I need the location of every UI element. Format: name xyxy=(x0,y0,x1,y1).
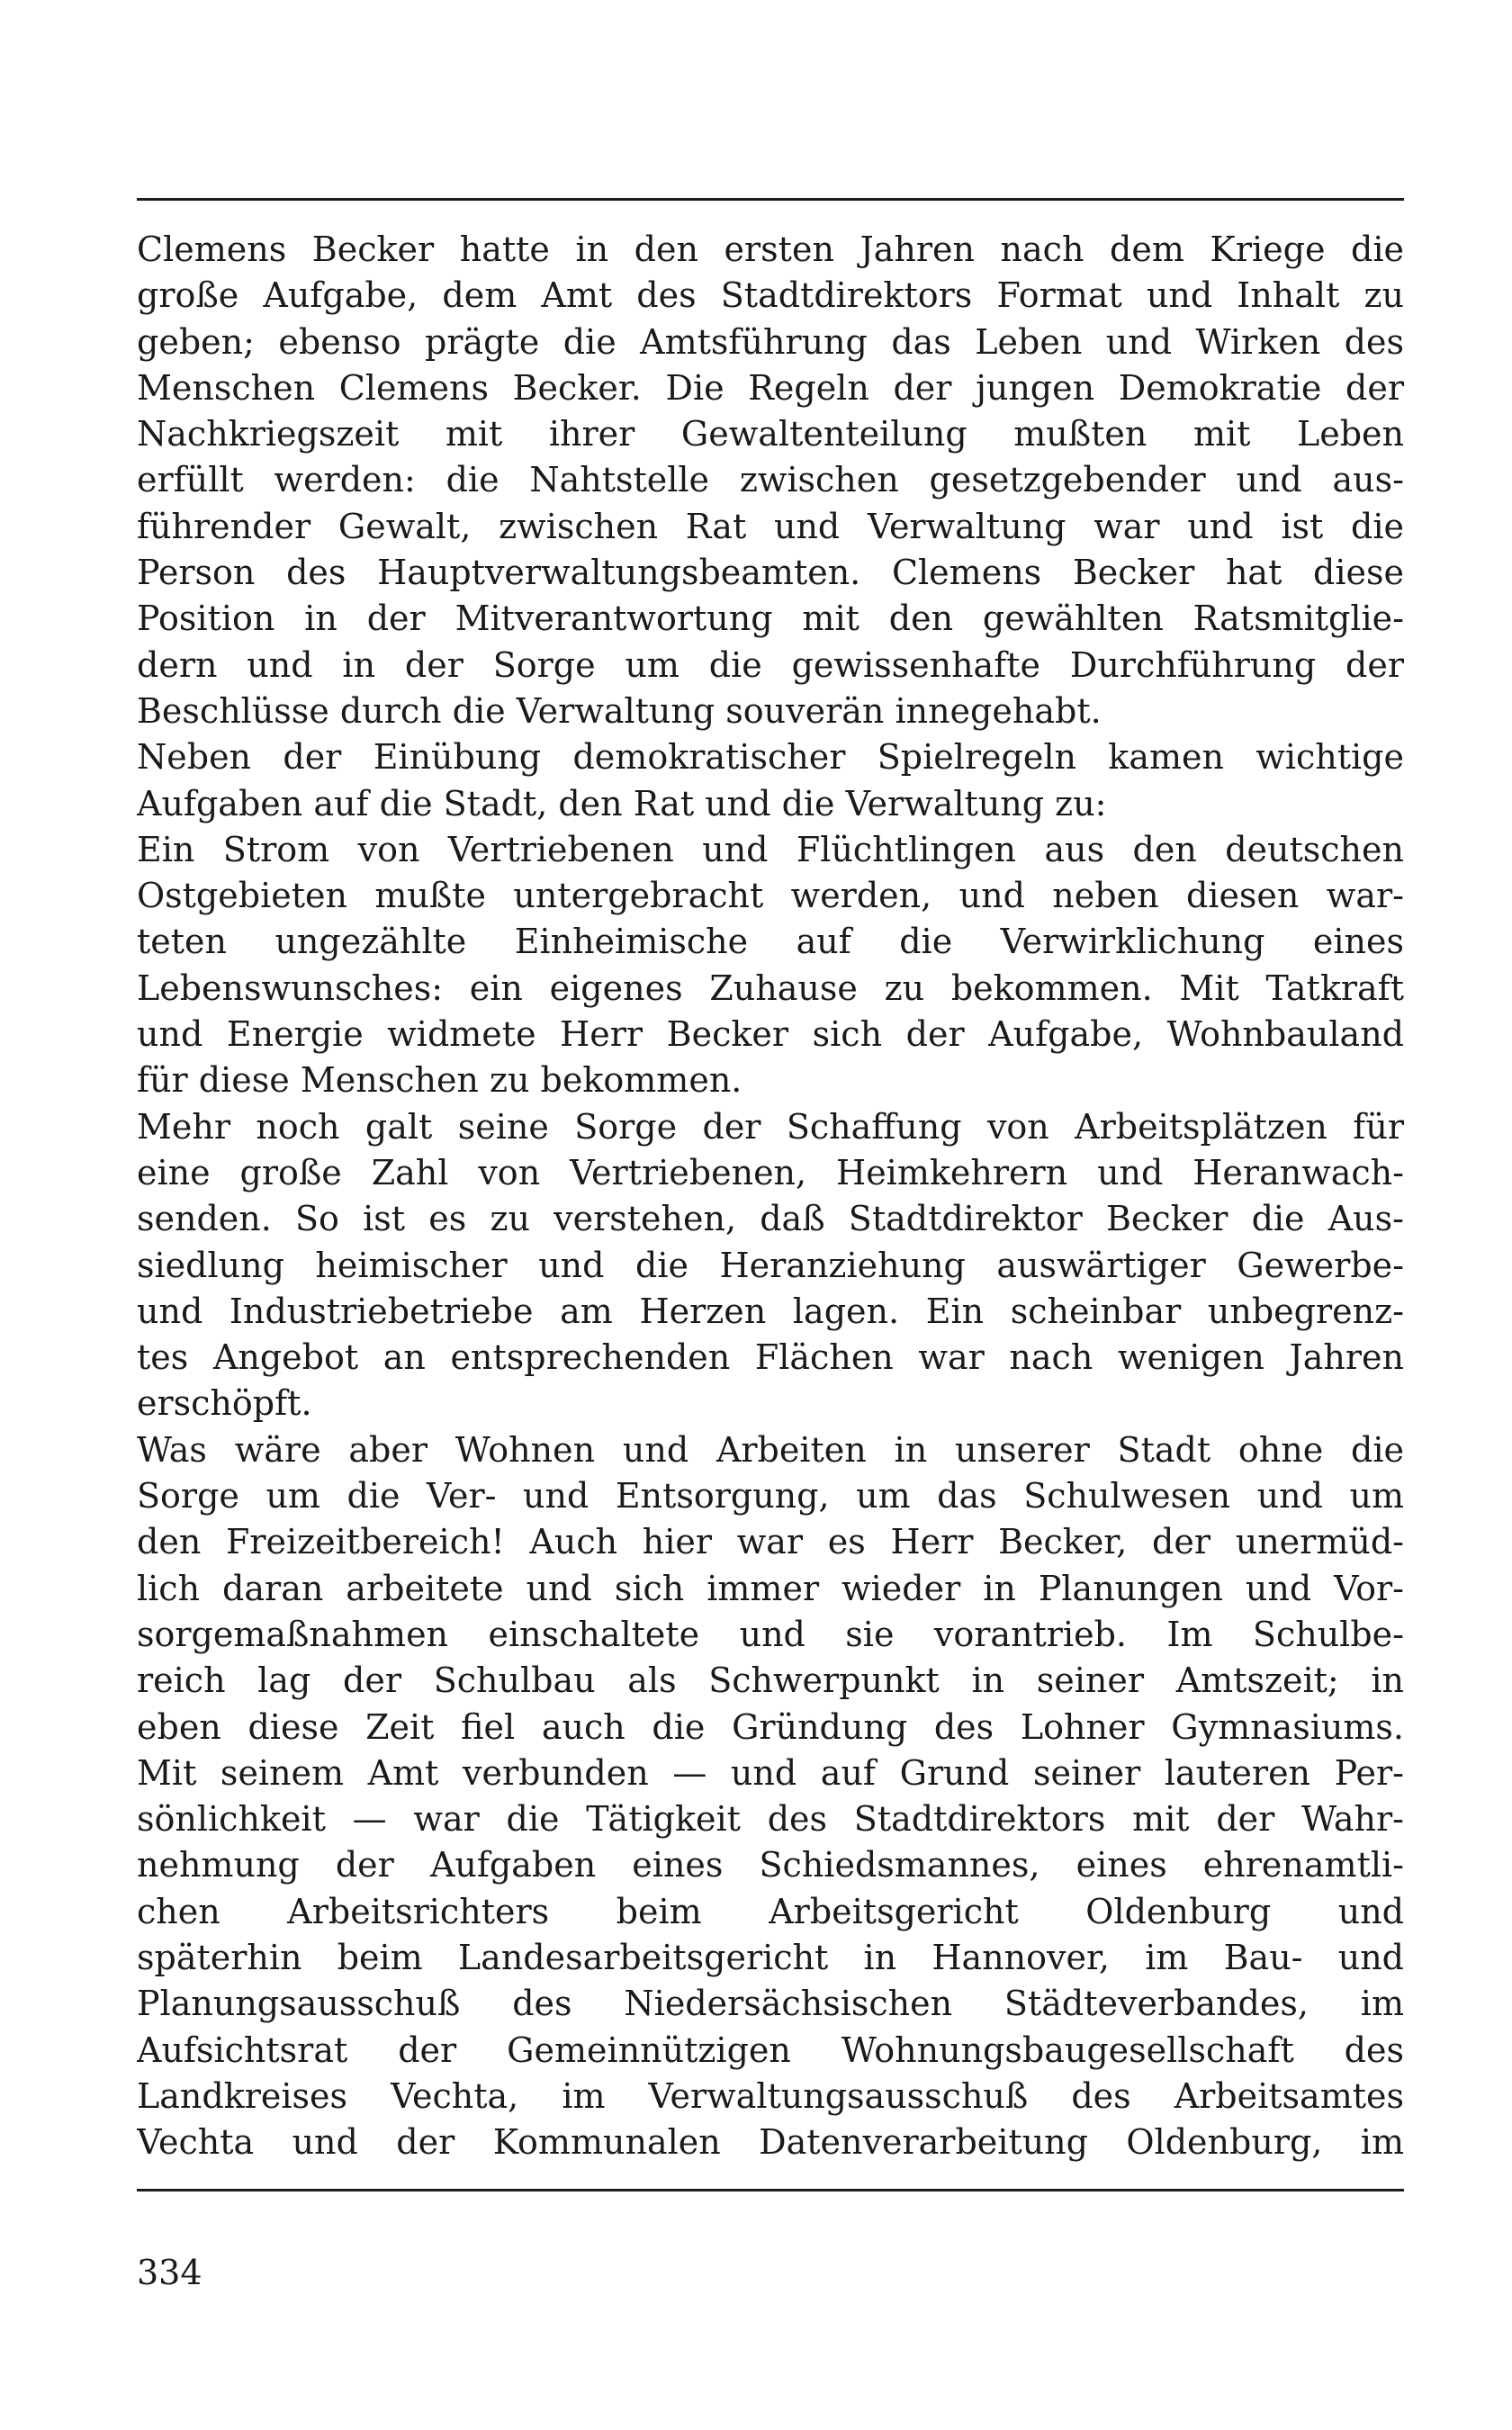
page-number: 334 xyxy=(137,2253,202,2292)
text-line: Menschen Clemens Becker. Die Regeln der jungen Demokratie der xyxy=(137,367,1404,408)
text-line: Planungsausschuß des Niedersächsischen Städteverbandes, im xyxy=(137,1984,1404,2024)
text-line: sönlichkeit — war die Tätigkeit des Stadtdirektors mit der Wahr- xyxy=(137,1799,1404,1840)
text-line: späterhin beim Landesarbeitsgericht in Hannover, im Bau- und xyxy=(137,1937,1404,1977)
text-line: Sorge um die Ver- und Entsorgung, um das Schulwesen und um xyxy=(137,1476,1404,1516)
text-line: für diese Menschen zu bekommen. xyxy=(137,1060,742,1101)
text-line: Mehr noch galt seine Sorge der Schaffung von Arbeitsplätzen für xyxy=(137,1106,1404,1147)
text-line: tes Angebot an entsprechenden Flächen war nach wenigen Jahren xyxy=(137,1337,1404,1378)
bottom-rule xyxy=(137,2189,1404,2192)
text-line: Vechta und der Kommunalen Datenverarbeitung Oldenburg, im xyxy=(137,2122,1404,2163)
text-line: führender Gewalt, zwischen Rat und Verwaltung war und ist die xyxy=(137,506,1404,546)
text-line: Ein Strom von Vertriebenen und Flüchtlingen aus den deutschen xyxy=(137,829,1404,869)
text-line: sorgemaßnahmen einschaltete und sie vorantrieb. Im Schulbe- xyxy=(137,1614,1404,1654)
text-line: erfüllt werden: die Nahtstelle zwischen gesetzgebender und aus- xyxy=(137,460,1404,500)
text-line: teten ungezählte Einheimische auf die Verwirklichung eines xyxy=(137,922,1404,962)
text-line: und Industriebetriebe am Herzen lagen. Ein scheinbar unbegrenz- xyxy=(137,1291,1404,1331)
text-line: und Energie widmete Herr Becker sich der Aufgabe, Wohnbauland xyxy=(137,1014,1404,1055)
text-line: Aufgaben auf die Stadt, den Rat und die Verwaltung zu: xyxy=(137,783,1107,824)
text-line: Neben der Einübung demokratischer Spielregeln kamen wichtige xyxy=(137,737,1404,778)
text-line: eine große Zahl von Vertriebenen, Heimkehrern und Heranwach- xyxy=(137,1152,1404,1192)
text-line: Aufsichtsrat der Gemeinnützigen Wohnungsbaugesellschaft des xyxy=(137,2030,1404,2070)
text-line: reich lag der Schulbau als Schwerpunkt in seiner Amtszeit; in xyxy=(137,1660,1404,1701)
text-line: Ostgebieten mußte untergebracht werden, und neben diesen war- xyxy=(137,876,1404,916)
text-line: Was wäre aber Wohnen und Arbeiten in unserer Stadt ohne die xyxy=(137,1429,1404,1470)
text-line: erschöpft. xyxy=(137,1383,312,1424)
text-line: nehmung der Aufgaben eines Schiedsmannes, eines ehrenamtli- xyxy=(137,1845,1404,1886)
text-line: den Freizeitbereich! Auch hier war es Herr Becker, der unermüd- xyxy=(137,1522,1404,1562)
text-line: Mit seinem Amt verbunden — und auf Grund seiner lauteren Per- xyxy=(137,1752,1404,1793)
text-line: chen Arbeitsrichters beim Arbeitsgericht Oldenburg und xyxy=(137,1891,1404,1931)
text-line: geben; ebenso prägte die Amtsführung das Leben und Wirken des xyxy=(137,321,1404,362)
text-line: eben diese Zeit fiel auch die Gründung des Lohner Gymnasiums. xyxy=(137,1706,1404,1747)
text-line: senden. So ist es zu verstehen, daß Stadtdirektor Becker die Aus- xyxy=(137,1199,1404,1239)
text-line: siedlung heimischer und die Heranziehung auswärtiger Gewerbe- xyxy=(137,1245,1404,1285)
text-line: Nachkriegszeit mit ihrer Gewaltenteilung mußten mit Leben xyxy=(137,414,1404,454)
body-text xyxy=(137,227,1404,2165)
text-line: Person des Hauptverwaltungsbeamten. Clemens Becker hat diese xyxy=(137,553,1404,593)
text-line: dern und in der Sorge um die gewissenhafte Durchführung der xyxy=(137,644,1404,685)
text-line: Position in der Mitverantwortung mit den gewählten Ratsmitglie- xyxy=(137,598,1404,639)
text-line: Beschlüsse durch die Verwaltung souverän innegehabt. xyxy=(137,690,1102,731)
text-line: lich daran arbeitete und sich immer wieder in Planungen und Vor- xyxy=(137,1568,1404,1608)
text-line: Clemens Becker hatte in den ersten Jahren nach dem Kriege die xyxy=(137,230,1404,269)
text-line: Landkreises Vechta, im Verwaltungsausschuß des Arbeitsamtes xyxy=(137,2075,1404,2116)
top-rule xyxy=(137,198,1404,201)
text-line: große Aufgabe, dem Amt des Stadtdirektors Format und Inhalt zu xyxy=(137,275,1404,316)
text-line: Lebenswunsches: ein eigenes Zuhause zu bekommen. Mit Tatkraft xyxy=(137,968,1404,1008)
